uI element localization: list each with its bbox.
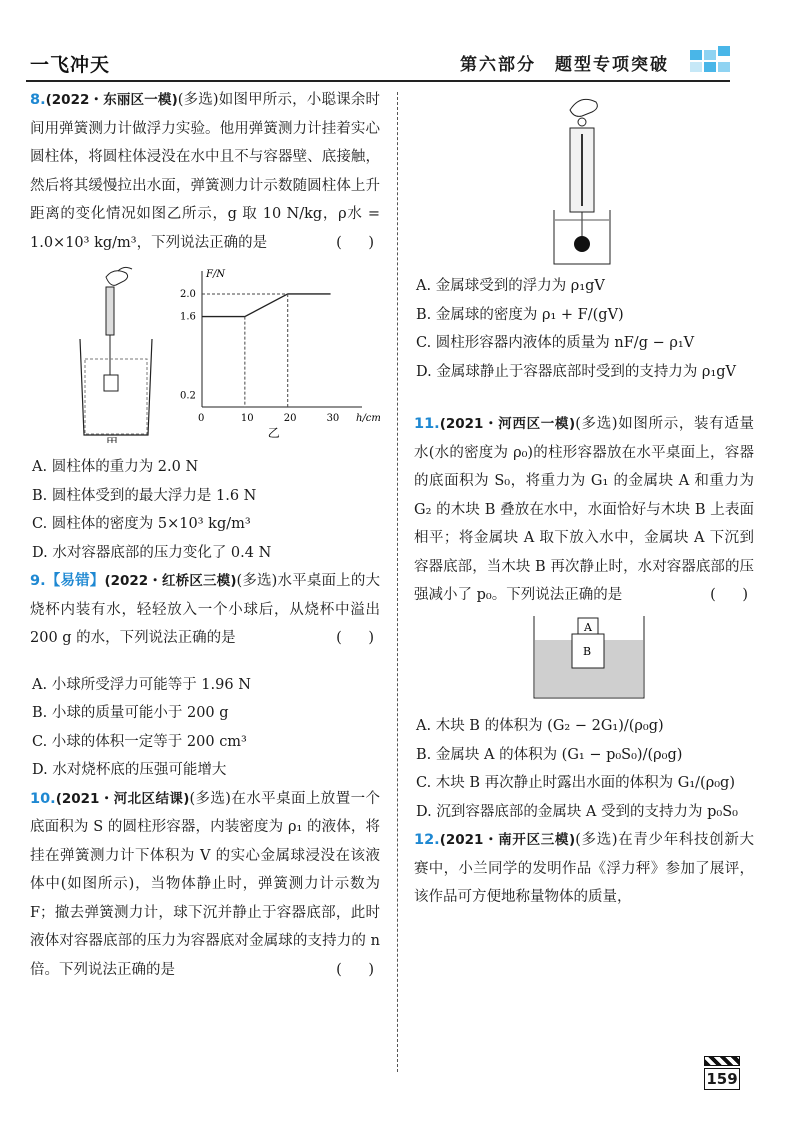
figure-label-yi: 乙	[267, 426, 280, 440]
option-b[interactable]: B. 小球的质量可能小于 200 g	[32, 705, 229, 721]
question-text: 水平桌面上的大烧杯内装有水，轻轻放入一个小球后，从烧杯中溢出 200 g 的水，下列说法正确的是	[30, 573, 380, 646]
question-type: (多选)	[575, 832, 618, 848]
question-8	[30, 86, 380, 567]
question-8-figures	[30, 257, 380, 443]
figure-label-jia: 甲	[106, 436, 119, 443]
block-b-label: B	[583, 644, 592, 658]
question-text: 如图所示，装有适量水(水的密度为 ρ₀)的柱形容器放在水平桌面上，容器的底面积为 S₀，将重力为 G₁ 的金属块 A 和重力为 G₂ 的木块 B 叠放在水中，水面恰好与木块 B 上表面相平；将金属块 A 取下放入水中，金属块 A 下沉到容器底部，当木块 B 再次静止时，水对容器底部的压强减小了 p₀。下列说法正确的是	[414, 416, 754, 603]
question-type: (多选)	[236, 573, 278, 589]
question-source: (2021・河北区结课)	[55, 790, 190, 807]
hand-icon	[570, 99, 597, 116]
question-10-options	[414, 272, 754, 386]
question-type: (多选)	[189, 790, 231, 807]
answer-bracket: ( )	[336, 234, 380, 251]
spring-scale-icon	[106, 287, 114, 335]
scale-ring	[578, 118, 586, 126]
question-8-stem	[30, 86, 380, 257]
cylinder-icon	[104, 375, 118, 391]
question-11-options	[414, 712, 754, 826]
question-source: (2021・河西区一模)	[439, 416, 576, 432]
question-12	[414, 826, 754, 912]
hand-icon	[106, 267, 132, 285]
question-number: 10.	[30, 790, 56, 807]
option-a[interactable]: A. 木块 B 的体积为 (G₂ − 2G₁)/(ρ₀g)	[416, 718, 664, 734]
question-source: (2021・南开区三模)	[439, 832, 576, 848]
option-d[interactable]: D. 水对容器底部的压力变化了 0.4 N	[32, 544, 272, 561]
option-c[interactable]: C. 圆柱形容器内液体的质量为 nF/g − ρ₁V	[416, 335, 695, 351]
brand-text: 一飞冲天	[30, 54, 111, 76]
question-10-stem	[30, 785, 380, 985]
figure-blocks-in-water	[414, 610, 754, 702]
water-level	[85, 359, 147, 434]
y-tick-label: 0.2	[180, 390, 196, 402]
option-b[interactable]: B. 金属球的密度为 ρ₁ + F/(gV)	[416, 306, 624, 323]
question-12-stem	[414, 826, 754, 912]
y-tick-label: 1.6	[180, 311, 196, 323]
option-d[interactable]: D. 沉到容器底部的金属块 A 受到的支持力为 p₀S₀	[416, 803, 738, 820]
answer-bracket: ( )	[336, 961, 380, 978]
section-title: 第六部分 题型专项突破	[460, 55, 669, 75]
question-number: 11.	[414, 416, 440, 432]
question-number: 8.	[30, 92, 46, 108]
question-number: 12.	[414, 832, 440, 848]
x-tick-label: 0	[198, 413, 205, 424]
page-number-text: 159	[704, 1068, 740, 1090]
error-prone-tag: 【易错】	[45, 572, 105, 589]
y-axis-label: F/N	[206, 269, 226, 280]
column-divider	[397, 92, 398, 1072]
option-b[interactable]: B. 圆柱体受到的最大浮力是 1.6 N	[32, 487, 257, 504]
option-a[interactable]: A. 小球所受浮力可能等于 1.96 N	[32, 676, 251, 693]
question-type: (多选)	[575, 416, 618, 432]
x-axis-label: h/cm	[356, 413, 380, 424]
question-source: (2022・东丽区一模)	[45, 92, 178, 108]
right-column	[414, 272, 754, 912]
option-c[interactable]: C. 木块 B 再次静止时露出水面的体积为 G₁/(ρ₀g)	[416, 775, 735, 791]
answer-bracket: ( )	[336, 630, 380, 646]
answer-bracket: ( )	[710, 587, 754, 603]
brand-logo	[30, 50, 110, 77]
question-10	[30, 785, 380, 985]
question-text: 如图甲所示，小聪课余时间用弹簧测力计做浮力实验。他用弹簧测力计挂着实心圆柱体，将圆柱体浸没在水中且不与容器壁、底接触，然后将其缓慢拉出水面，弹簧测力计示数随圆柱体上升距离的变化情况如图乙所示，g 取 10 N/kg，ρ水 = 1.0×10³ kg/m³，下列说法正确的是	[30, 92, 380, 251]
question-11	[414, 410, 754, 826]
question-type: (多选)	[177, 92, 219, 108]
clapper-icon	[704, 1056, 740, 1066]
option-a[interactable]: A. 金属球受到的浮力为 ρ₁gV	[416, 278, 605, 294]
page-header	[0, 0, 800, 90]
header-rule	[26, 80, 730, 82]
option-b[interactable]: B. 金属块 A 的体积为 (G₁ − p₀S₀)/(ρ₀g)	[416, 746, 683, 763]
figure-spring-scale-ball	[540, 92, 630, 267]
x-tick-label: 20	[283, 413, 297, 424]
x-tick-label: 30	[326, 413, 340, 424]
series-line	[202, 294, 331, 317]
option-d[interactable]: D. 金属球静止于容器底部时受到的支持力为 ρ₁gV	[416, 363, 737, 380]
option-d[interactable]: D. 水对烧杯底的压强可能增大	[32, 762, 227, 778]
option-a[interactable]: A. 圆柱体的重力为 2.0 N	[32, 459, 199, 475]
option-c[interactable]: C. 小球的体积一定等于 200 cm³	[32, 733, 247, 750]
x-tick-label: 10	[240, 413, 254, 424]
chart-graph-yi	[180, 269, 380, 440]
question-9	[30, 567, 380, 785]
question-11-stem	[414, 410, 754, 610]
question-text: 在青少年科技创新大赛中，小兰同学的发明作品《浮力秤》参加了展评，该作品可方便地称量物体的质量，	[414, 832, 754, 905]
figure-beaker-and-graph	[30, 257, 380, 443]
question-number: 9.	[30, 573, 46, 589]
block-a-label: A	[584, 620, 592, 634]
question-9-stem	[30, 567, 380, 653]
y-tick-label: 2.0	[180, 288, 196, 300]
option-c[interactable]: C. 圆柱体的密度为 5×10³ kg/m³	[32, 516, 251, 532]
question-8-options	[30, 453, 380, 567]
question-source: (2022・红桥区三模)	[104, 573, 237, 589]
question-9-options	[30, 671, 380, 785]
metal-ball-icon	[574, 236, 590, 252]
page-number	[704, 1056, 740, 1090]
left-column	[30, 86, 380, 984]
question-text: 在水平桌面上放置一个底面积为 S 的圆柱形容器，内装密度为 ρ₁ 的液体，将挂在弹簧测力计下体积为 V 的实心金属球浸没在该液体中(如图所示)，当物体静止时，弹簧测力计示数为 F；撤去弹簧测力计，球下沉并静止于容器底部，此时液体对容器底部的压力为容器底对金属球的支持力的 n 倍。下列说法正确的是	[30, 790, 380, 978]
